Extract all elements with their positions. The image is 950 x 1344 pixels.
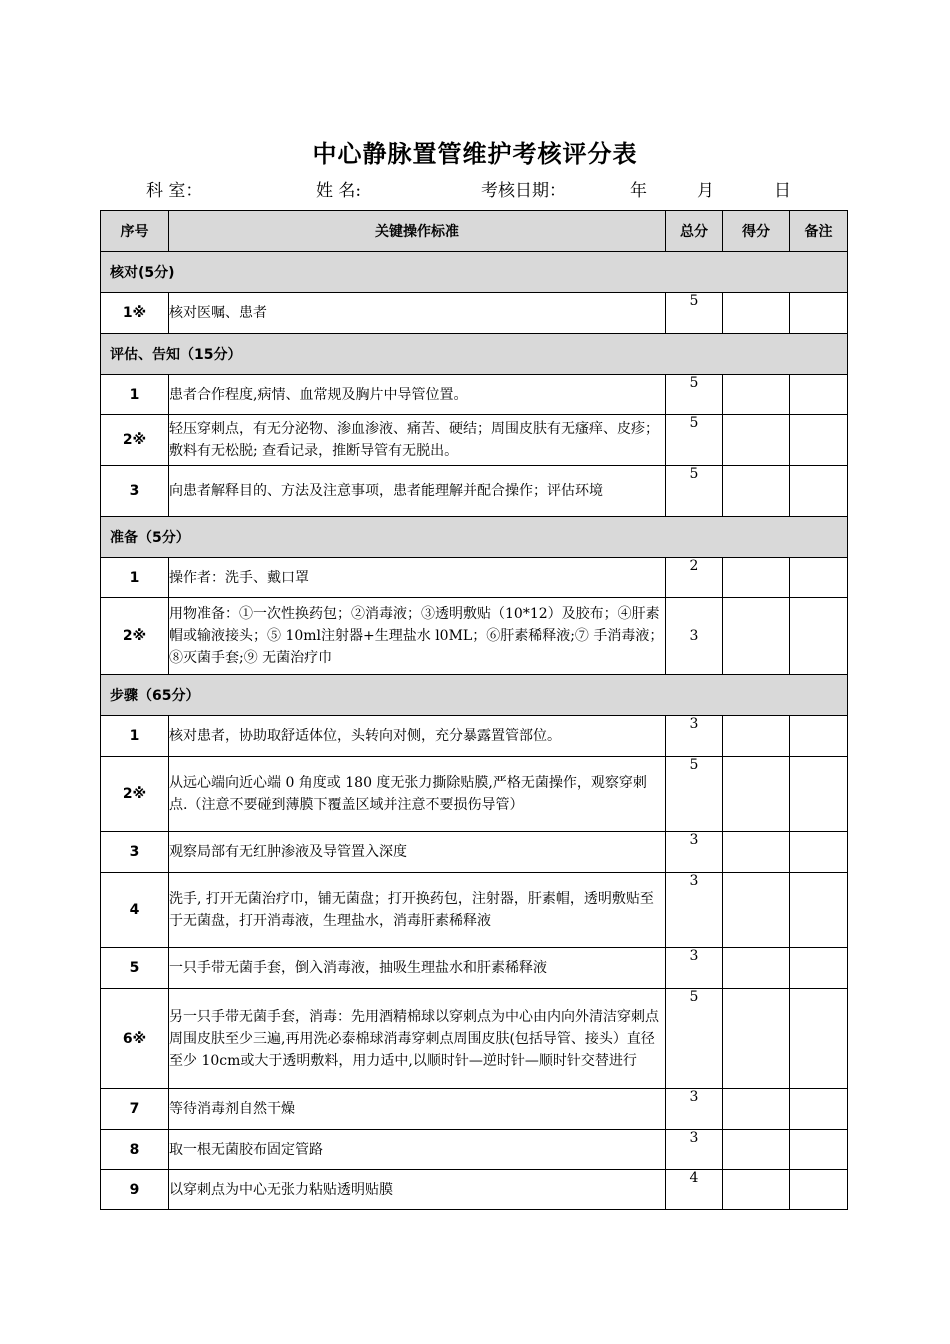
- row-note-cell[interactable]: [790, 1170, 848, 1210]
- row-score-cell[interactable]: [723, 1130, 790, 1170]
- row-number: 1: [101, 375, 169, 415]
- col-header-standard: 关键操作标准: [169, 211, 666, 252]
- table-row: [101, 757, 848, 832]
- row-note-cell[interactable]: [790, 415, 848, 466]
- row-number: 9: [101, 1170, 169, 1210]
- row-total-score: 5: [666, 293, 723, 334]
- row-score-cell[interactable]: [723, 948, 790, 989]
- year-label: 年: [630, 181, 647, 201]
- section-row: [101, 517, 848, 558]
- table-header-row: [101, 211, 848, 252]
- col-header-no: 序号: [101, 211, 169, 252]
- table-row: [101, 466, 848, 517]
- row-number: 1※: [101, 293, 169, 334]
- row-total-score: 5: [666, 415, 723, 466]
- row-score-cell[interactable]: [723, 757, 790, 832]
- row-score-cell[interactable]: [723, 1089, 790, 1130]
- col-header-score: 得分: [723, 211, 790, 252]
- row-score-cell[interactable]: [723, 832, 790, 873]
- row-standard: 核对患者，协助取舒适体位，头转向对侧，充分暴露置管部位。: [169, 716, 666, 757]
- table-row: [101, 293, 848, 334]
- row-number: 6※: [101, 989, 169, 1089]
- row-total-score: 2: [666, 558, 723, 598]
- row-number: 5: [101, 948, 169, 989]
- col-header-note: 备注: [790, 211, 848, 252]
- row-note-cell[interactable]: [790, 757, 848, 832]
- row-note-cell[interactable]: [790, 832, 848, 873]
- row-standard: 核对医嘱、患者: [169, 293, 666, 334]
- section-title: 评估、告知（15分）: [101, 334, 848, 375]
- row-note-cell[interactable]: [790, 466, 848, 517]
- month-label: 月: [697, 181, 714, 201]
- row-number: 2※: [101, 757, 169, 832]
- row-number: 3: [101, 832, 169, 873]
- row-standard: 向患者解释目的、方法及注意事项，患者能理解并配合操作；评估环境: [169, 466, 666, 517]
- row-score-cell[interactable]: [723, 716, 790, 757]
- score-table: [100, 210, 848, 1210]
- table-row: [101, 375, 848, 415]
- row-number: 8: [101, 1130, 169, 1170]
- row-note-cell[interactable]: [790, 558, 848, 598]
- row-standard: 洗手, 打开无菌治疗巾，铺无菌盘；打开换药包，注射器，肝素帽，透明敷贴至于无菌盘，打开消毒液，生理盐水，消毒肝素稀释液: [169, 873, 666, 948]
- row-score-cell[interactable]: [723, 466, 790, 517]
- row-total-score: 5: [666, 375, 723, 415]
- table-row: [101, 415, 848, 466]
- exam-date-label: 考核日期：: [481, 181, 566, 201]
- row-number: 7: [101, 1089, 169, 1130]
- row-total-score: 3: [666, 716, 723, 757]
- table-row: [101, 1089, 848, 1130]
- section-row: [101, 675, 848, 716]
- row-standard: 轻压穿刺点，有无分泌物、渗血渗液、痛苦、硬结；周围皮肤有无瘙痒、皮疹；敷料有无松脱; 查看记录，推断导管有无脱出。: [169, 415, 666, 466]
- table-row: [101, 716, 848, 757]
- name-label: 姓 名:: [316, 181, 362, 201]
- row-total-score: 3: [666, 598, 723, 675]
- row-total-score: 4: [666, 1170, 723, 1210]
- row-note-cell[interactable]: [790, 948, 848, 989]
- row-total-score: 3: [666, 1089, 723, 1130]
- table-row: [101, 598, 848, 675]
- table-row: [101, 1130, 848, 1170]
- page-title: 中心静脉置管维护考核评分表: [312, 140, 638, 168]
- row-total-score: 3: [666, 1130, 723, 1170]
- section-title: 核对(5分): [101, 252, 848, 293]
- row-number: 4: [101, 873, 169, 948]
- section-title: 准备（5分）: [101, 517, 848, 558]
- row-total-score: 5: [666, 989, 723, 1089]
- row-standard: 用物准备：①一次性换药包；②消毒液；③透明敷贴（10*12）及胶布；④肝素帽或输液接头；⑤ 10ml注射器+生理盐水 l0ML；⑥肝素稀释液;⑦ 手消毒液；⑧灭菌手套;⑨ 无菌治疗巾: [169, 598, 666, 675]
- row-total-score: 5: [666, 757, 723, 832]
- section-row: [101, 252, 848, 293]
- row-number: 1: [101, 558, 169, 598]
- section-row: [101, 334, 848, 375]
- row-note-cell[interactable]: [790, 1130, 848, 1170]
- row-total-score: 3: [666, 948, 723, 989]
- row-standard: 另一只手带无菌手套，消毒：先用酒精棉球以穿刺点为中心由内向外清洁穿刺点周围皮肤至少三遍,再用洗必泰棉球消毒穿刺点周围皮肤(包括导管、接头）直径至少 10cm或大于透明敷料，用力适中,以顺时针—逆时针—顺时针交替进行: [169, 989, 666, 1089]
- section-title: 步骤（65分）: [101, 675, 848, 716]
- department-label: 科 室：: [146, 181, 203, 201]
- table-row: [101, 989, 848, 1089]
- row-total-score: 3: [666, 873, 723, 948]
- row-score-cell[interactable]: [723, 293, 790, 334]
- row-score-cell[interactable]: [723, 375, 790, 415]
- row-standard: 一只手带无菌手套，倒入消毒液，抽吸生理盐水和肝素稀释液: [169, 948, 666, 989]
- row-score-cell[interactable]: [723, 1170, 790, 1210]
- table-row: [101, 832, 848, 873]
- row-standard: 取一根无菌胶布固定管路: [169, 1130, 666, 1170]
- table-row: [101, 558, 848, 598]
- row-number: 3: [101, 466, 169, 517]
- table-row: [101, 948, 848, 989]
- row-standard: 以穿刺点为中心无张力粘贴透明贴膜: [169, 1170, 666, 1210]
- row-standard: 观察局部有无红肿渗液及导管置入深度: [169, 832, 666, 873]
- row-total-score: 5: [666, 466, 723, 517]
- row-number: 1: [101, 716, 169, 757]
- table-row: [101, 1170, 848, 1210]
- row-standard: 从远心端向近心端 0 角度或 180 度无张力撕除贴膜,严格无菌操作，观察穿刺点.（注意不要碰到薄膜下覆盖区域并注意不要损伤导管）: [169, 757, 666, 832]
- row-score-cell[interactable]: [723, 558, 790, 598]
- row-note-cell[interactable]: [790, 375, 848, 415]
- row-note-cell[interactable]: [790, 989, 848, 1089]
- row-number: 2※: [101, 598, 169, 675]
- row-note-cell[interactable]: [790, 1089, 848, 1130]
- row-note-cell[interactable]: [790, 293, 848, 334]
- day-label: 日: [774, 181, 791, 201]
- row-score-cell[interactable]: [723, 989, 790, 1089]
- row-standard: 患者合作程度,病情、血常规及胸片中导管位置。: [169, 375, 666, 415]
- row-score-cell[interactable]: [723, 415, 790, 466]
- row-score-cell[interactable]: [723, 598, 790, 675]
- row-note-cell[interactable]: [790, 716, 848, 757]
- row-note-cell[interactable]: [790, 598, 848, 675]
- row-standard: 操作者：洗手、戴口罩: [169, 558, 666, 598]
- table-row: [101, 873, 848, 948]
- row-number: 2※: [101, 415, 169, 466]
- row-standard: 等待消毒剂自然干燥: [169, 1089, 666, 1130]
- row-note-cell[interactable]: [790, 873, 848, 948]
- col-header-total: 总分: [666, 211, 723, 252]
- row-score-cell[interactable]: [723, 873, 790, 948]
- row-total-score: 3: [666, 832, 723, 873]
